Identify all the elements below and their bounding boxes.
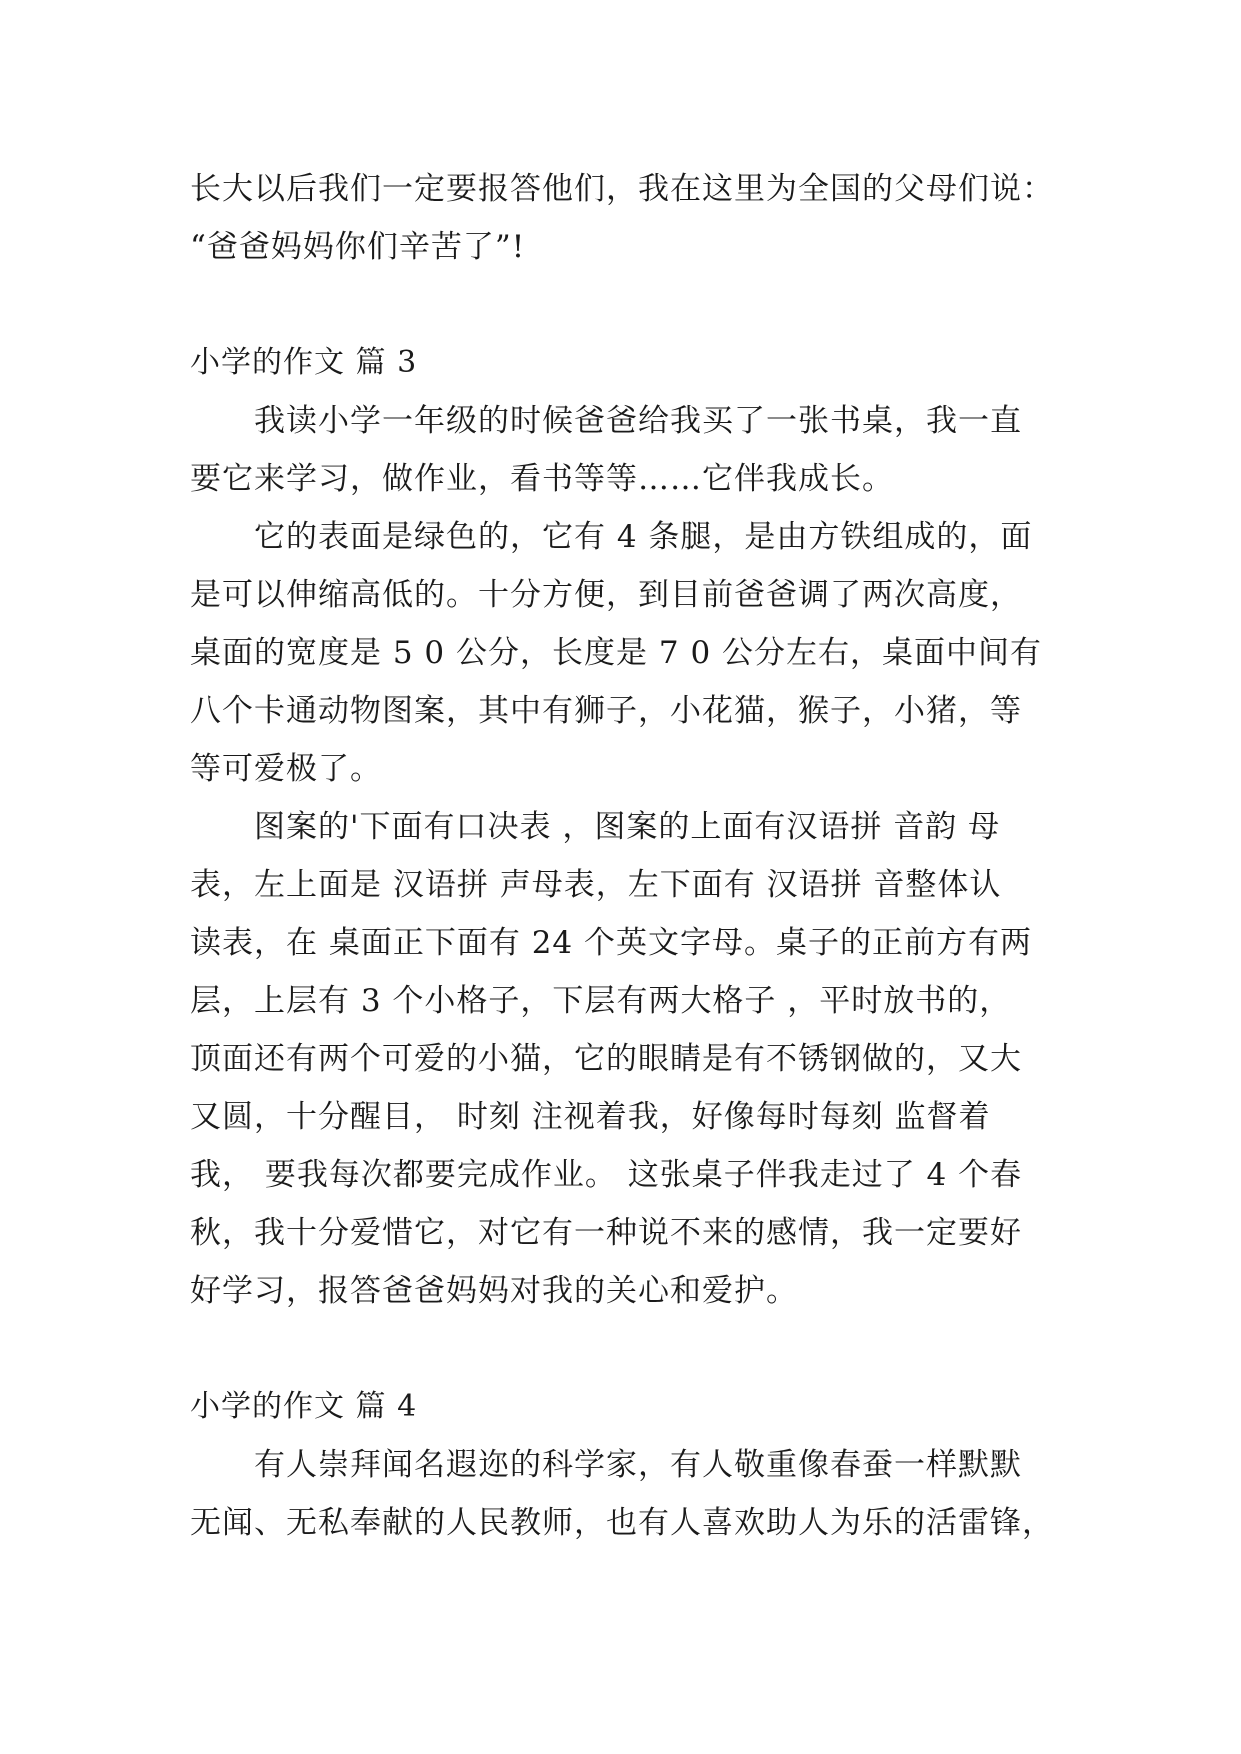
text-line: 顶面还有两个可爱的小猫，它的眼睛是有不锈钢做的，又大 [190,1041,1022,1077]
text-line: 长大以后我们一定要报答他们，我在这里为全国的父母们说： [190,171,1054,207]
text-line: 我读小学一年级的时候爸爸给我买了一张书桌，我一直 [254,403,1022,439]
section-heading-3: 小学的作文 篇 3 [190,345,418,380]
text-line: 我， 要我每次都要完成作业。 这张桌子伴我走过了 4 个春 [190,1157,1023,1193]
text-line: 是可以伸缩高低的。十分方便，到目前爸爸调了两次高度， [190,577,1022,613]
text-line: 层，上层有 3 个小格子，下层有两大格子 ，平时放书的， [190,983,1012,1019]
text-line: 读表，在 桌面正下面有 24 个英文字母。桌子的正前方有两 [190,925,1033,961]
text-line: 要它来学习，做作业，看书等等……它伴我成长。 [190,461,894,497]
text-line: 它的表面是绿色的，它有 4 条腿，是由方铁组成的，面 [254,519,1033,555]
text-line: 秋，我十分爱惜它，对它有一种说不来的感情，我一定要好 [190,1215,1022,1251]
paragraph-gap [190,276,1090,334]
document-body [190,160,1090,1552]
text-line: 表，左上面是 汉语拼 声母表，左下面有 汉语拼 音整体认 [190,867,1002,903]
text-line: 好学习，报答爸爸妈妈对我的关心和爱护。 [190,1273,798,1309]
text-line: 桌面的宽度是 5 0 公分，长度是 7 0 公分左右，桌面中间有 [190,635,1043,671]
text-line: 八个卡通动物图案，其中有狮子，小花猫，猴子，小猪，等 [190,693,1022,729]
text-line: 有人崇拜闻名遐迩的科学家，有人敬重像春蚕一样默默 [254,1447,1022,1483]
section-heading-4: 小学的作文 篇 4 [190,1389,418,1424]
text-line: 又圆，十分醒目， 时刻 注视着我，好像每时每刻 监督着 [190,1099,991,1135]
text-line: 等可爱极了。 [190,751,382,787]
text-line: 无闻、无私奉献的人民教师，也有人喜欢助人为乐的活雷锋， [190,1505,1054,1541]
text-line: 图案的'下面有口决表 ，图案的上面有汉语拼 音韵 母 [254,809,1001,845]
text-line: “爸爸妈妈你们辛苦了”! [190,229,526,265]
paragraph-gap [190,1320,1090,1378]
